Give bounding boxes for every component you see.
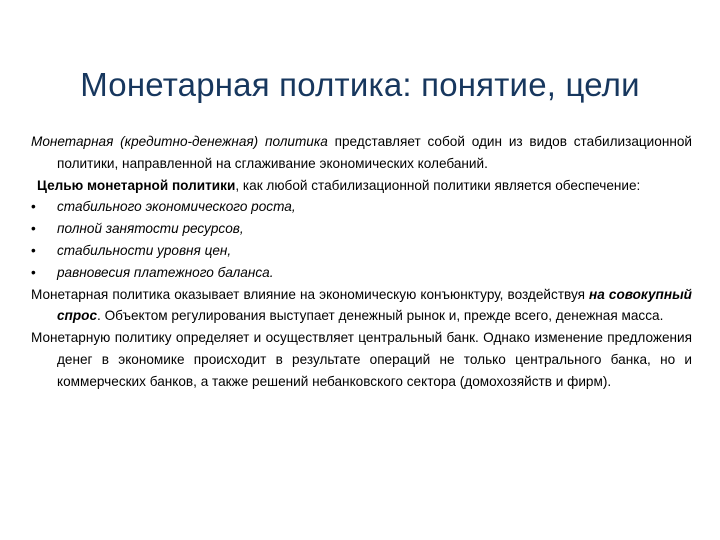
definition-text: представляет собой один из видов стабилизационной политики, направленной на сглаживание экономических колебаний. [57, 134, 692, 171]
slide-body [31, 131, 692, 393]
paragraph-goal [31, 175, 692, 197]
paragraph-central-bank: Монетарную политику определяет и осуществляет центральный банк. Однако изменение предложения денег в экономике происходит в результате операций не только центрального банка, но и коммерческих банков, а также решений небанковского сектора (домохозяйств и фирм). [31, 330, 692, 389]
bullet-icon: • [31, 199, 36, 215]
term-goal: Целью монетарной политики [37, 177, 236, 193]
bullet-icon: • [31, 264, 36, 280]
term-aggregate-demand: на совокупный спрос [57, 286, 692, 324]
bullet-icon: • [31, 242, 36, 258]
goal-list [31, 196, 692, 283]
list-item [31, 196, 692, 218]
list-item-text: стабильного экономического роста, [57, 199, 296, 215]
list-item [31, 240, 692, 262]
slide-title: Монетарная полтика: понятие, цели [80, 66, 640, 104]
list-item [31, 218, 692, 240]
list-item [31, 262, 692, 284]
list-item-text: полной занятости ресурсов, [57, 221, 244, 237]
list-item-text: равновесия платежного баланса. [57, 264, 274, 280]
bullet-icon: • [31, 221, 36, 237]
list-item-text: стабильности уровня цен, [57, 242, 232, 258]
paragraph-definition [31, 131, 692, 175]
influence-text-start: Монетарная политика оказывает влияние на экономическую конъюнктуру, воздействуя [31, 286, 590, 302]
term-monetary-policy: Монетарная (кредитно-денежная) политика [31, 134, 328, 149]
paragraph-influence [31, 284, 692, 328]
influence-text-end: . Объектом регулирования выступает денежный рынок и, прежде всего, денежная масса. [97, 308, 664, 324]
goal-text: , как любой стабилизационной политики является обеспечение: [235, 177, 641, 193]
